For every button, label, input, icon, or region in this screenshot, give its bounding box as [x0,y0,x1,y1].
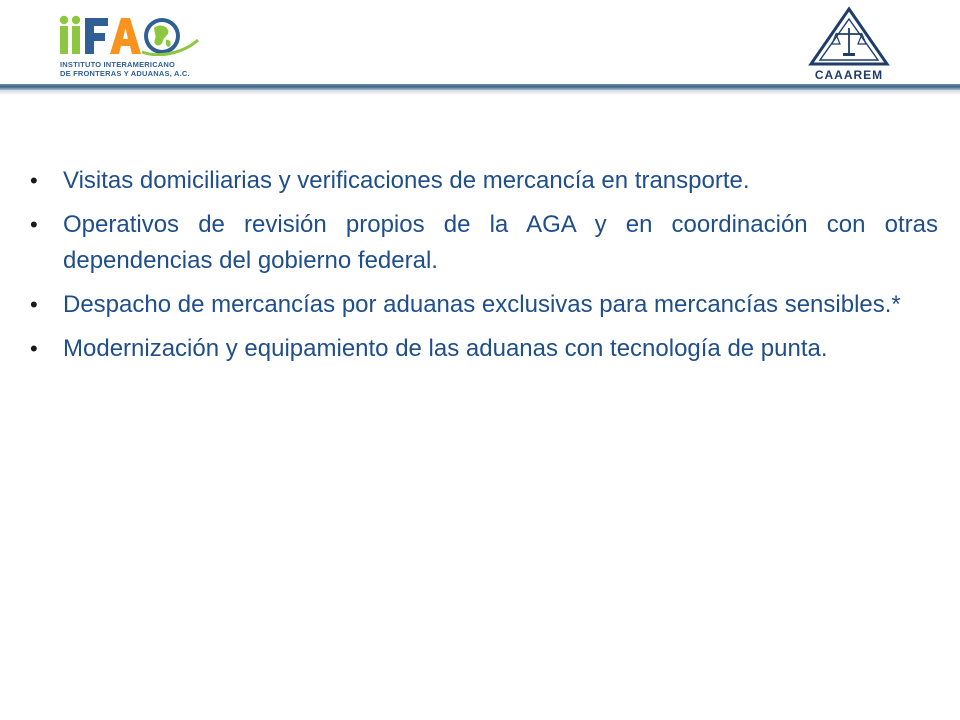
bullet-item [28,163,938,199]
bullet-item [28,331,938,367]
bullet-text: Visitas domiciliarias y verificaciones de mercancía en transporte. [63,167,750,194]
slide-header [0,0,960,94]
bullet-marker: • [30,292,38,317]
caaarem-scales-triangle-icon [794,6,904,68]
bullet-marker: • [30,212,38,237]
bullet-marker: • [30,336,38,361]
bullet-list [28,163,938,367]
iifa-logo-icon [58,14,208,56]
caaarem-name: CAAAREM [814,68,884,82]
iifa-subtitle-line1: INSTITUTO INTERAMERICANO [60,60,176,69]
iifa-subtitle-line2: DE FRONTERAS Y ADUANAS, A.C. [60,69,190,78]
bullet-text: Despacho de mercancías por aduanas exclusivas para mercancías sensibles.* [63,291,901,318]
bullet-text: Operativos de revisión propios de la AGA y en coordinación con otras dependencias del gobierno federal. [63,211,938,274]
bullet-text: Modernización y equipamiento de las aduanas con tecnología de punta. [63,335,828,362]
bullet-item [28,207,938,279]
bullet-item [28,287,938,323]
slide-content [28,163,938,375]
caaarem-logo [794,6,904,84]
header-divider-shadow [0,90,960,95]
bullet-marker: • [30,168,38,193]
iifa-logo [58,14,248,80]
